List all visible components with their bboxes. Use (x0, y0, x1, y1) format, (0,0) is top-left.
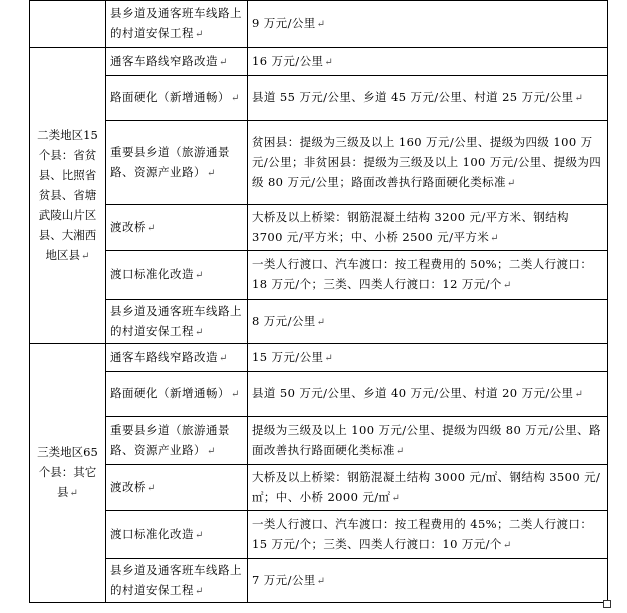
standard-cell: 县道 55 万元/公里、乡道 45 万元/公里、村道 25 万元/公里↵ (248, 76, 608, 121)
item-text: 县乡道及通客班车线路上的村道安保工程 (110, 562, 242, 597)
item-text: 路面硬化（新增通畅） (110, 386, 230, 400)
standard-text: 大桥及以上桥梁：钢筋混凝土结构 3200 元/平方米、钢结构 3700 元/平方米；中、小桥 2500 元/平方米 (252, 209, 569, 244)
standard-cell: 9 万元/公里↵ (248, 1, 608, 48)
item-text: 通客车路线窄路改造 (110, 53, 218, 68)
item-text: 渡口标准化改造 (110, 526, 194, 541)
document-table-region (29, 0, 607, 598)
standard-cell: 15 万元/公里↵ (248, 344, 608, 372)
standard-cell: 7 万元/公里↵ (248, 559, 608, 603)
item-text: 重要县乡道（旅游通景路、资源产业路） (110, 144, 230, 179)
table-row (30, 559, 608, 603)
item-text: 县乡道及通客班车线路上的村道安保工程 (110, 303, 242, 338)
item-cell: 通客车路线窄路改造↵ (106, 48, 248, 76)
item-cell: 重要县乡道（旅游通景路、资源产业路）↵ (106, 417, 248, 465)
standard-cell: 大桥及以上桥梁：钢筋混凝土结构 3000 元/㎡、钢结构 3500 元/㎡；中、小桥 2000 元/㎡↵ (248, 465, 608, 511)
item-text: 县乡道及通客班车线路上的村道安保工程 (110, 6, 242, 40)
standard-cell: 一类人行渡口、汽车渡口：按工程费用的 50%；二类人行渡口：18 万元/个；三类、四类人行渡口：12 万元/个↵ (248, 251, 608, 300)
standard-text: 16 万元/公里 (252, 53, 324, 68)
item-cell: 渡口标准化改造↵ (106, 251, 248, 300)
table-row (30, 511, 608, 559)
item-cell: 渡口标准化改造↵ (106, 511, 248, 559)
table-row (30, 465, 608, 511)
standard-text: 贫困县：提级为三级及以上 160 万元/公里、提级为四级 100 万元/公里；非贫困县：提级为三级及以上 100 万元/公里、提级为四级 80 万元/公里；路面改善执行路面硬化类标准 (252, 134, 602, 189)
item-text: 路面硬化（新增通畅） (110, 90, 230, 104)
standard-text: 8 万元/公里 (252, 313, 316, 328)
standard-cell: 一类人行渡口、汽车渡口：按工程费用的 45%；二类人行渡口：15 万元/个；三类、四类人行渡口：10 万元/个↵ (248, 511, 608, 559)
item-cell: 县乡道及通客班车线路上的村道安保工程↵ (106, 559, 248, 603)
standard-text: 一类人行渡口、汽车渡口：按工程费用的 50%；二类人行渡口：18 万元/个；三类、四类人行渡口：12 万元/个 (252, 257, 593, 291)
standard-text: 9 万元/公里 (252, 16, 316, 30)
table-row (30, 205, 608, 251)
standard-text: 15 万元/公里 (252, 349, 324, 364)
item-text: 渡改桥 (110, 219, 146, 234)
standard-text: 一类人行渡口、汽车渡口：按工程费用的 45%；二类人行渡口：15 万元/个；三类、四类人行渡口：10 万元/个 (252, 516, 593, 551)
table-row (30, 300, 608, 344)
item-text: 渡口标准化改造 (110, 267, 194, 281)
item-cell: 通客车路线窄路改造↵ (106, 344, 248, 372)
subsidy-standards-table (29, 0, 608, 603)
table-row (30, 1, 608, 48)
table-row (30, 417, 608, 465)
table-row (30, 48, 608, 76)
region-cell: 二类地区15个县：省贫县、比照省贫县、省塘武陵山片区县、大湘西地区县↵ (30, 48, 106, 344)
table-row (30, 121, 608, 205)
item-cell: 县乡道及通客班车线路上的村道安保工程↵ (106, 300, 248, 344)
region-text: 三类地区65个县：其它县 (37, 445, 98, 499)
standard-text: 7 万元/公里 (252, 572, 316, 587)
standard-cell: 提级为三级及以上 100 万元/公里、提级为四级 80 万元/公里、路面改善执行路面硬化类标准↵ (248, 417, 608, 465)
standard-cell: 县道 50 万元/公里、乡道 40 万元/公里、村道 20 万元/公里↵ (248, 372, 608, 417)
standard-cell: 贫困县：提级为三级及以上 160 万元/公里、提级为四级 100 万元/公里；非贫困县：提级为三级及以上 100 万元/公里、提级为四级 80 万元/公里；路面改善执行路面硬化类标准↵ (248, 121, 608, 205)
region-text: 二类地区15个县：省贫县、比照省贫县、省塘武陵山片区县、大湘西地区县 (37, 127, 98, 262)
region-cell-top (30, 1, 106, 48)
table-row (30, 76, 608, 121)
item-cell: 渡改桥↵ (106, 205, 248, 251)
standard-cell: 16 万元/公里↵ (248, 48, 608, 76)
table-row (30, 251, 608, 300)
standard-cell: 大桥及以上桥梁：钢筋混凝土结构 3200 元/平方米、钢结构 3700 元/平方米；中、小桥 2500 元/平方米↵ (248, 205, 608, 251)
table-resize-handle[interactable] (603, 600, 611, 608)
standard-cell: 8 万元/公里↵ (248, 300, 608, 344)
item-cell: 路面硬化（新增通畅）↵ (106, 372, 248, 417)
item-text: 重要县乡道（旅游通景路、资源产业路） (110, 422, 230, 457)
item-text: 渡改桥 (110, 479, 146, 494)
item-cell: 重要县乡道（旅游通景路、资源产业路）↵ (106, 121, 248, 205)
standard-text: 提级为三级及以上 100 万元/公里、提级为四级 80 万元/公里、路面改善执行路面硬化类标准 (252, 422, 601, 457)
item-cell: 渡改桥↵ (106, 465, 248, 511)
region-cell: 三类地区65个县：其它县↵ (30, 344, 106, 603)
item-text: 通客车路线窄路改造 (110, 349, 218, 364)
standard-text: 大桥及以上桥梁：钢筋混凝土结构 3000 元/㎡、钢结构 3500 元/㎡；中、小桥 2000 元/㎡ (252, 469, 601, 504)
standard-text: 县道 55 万元/公里、乡道 45 万元/公里、村道 25 万元/公里 (252, 90, 574, 104)
item-cell: 县乡道及通客班车线路上的村道安保工程↵ (106, 1, 248, 48)
standard-text: 县道 50 万元/公里、乡道 40 万元/公里、村道 20 万元/公里 (252, 386, 574, 400)
item-cell: 路面硬化（新增通畅）↵ (106, 76, 248, 121)
table-row (30, 372, 608, 417)
table-row (30, 344, 608, 372)
